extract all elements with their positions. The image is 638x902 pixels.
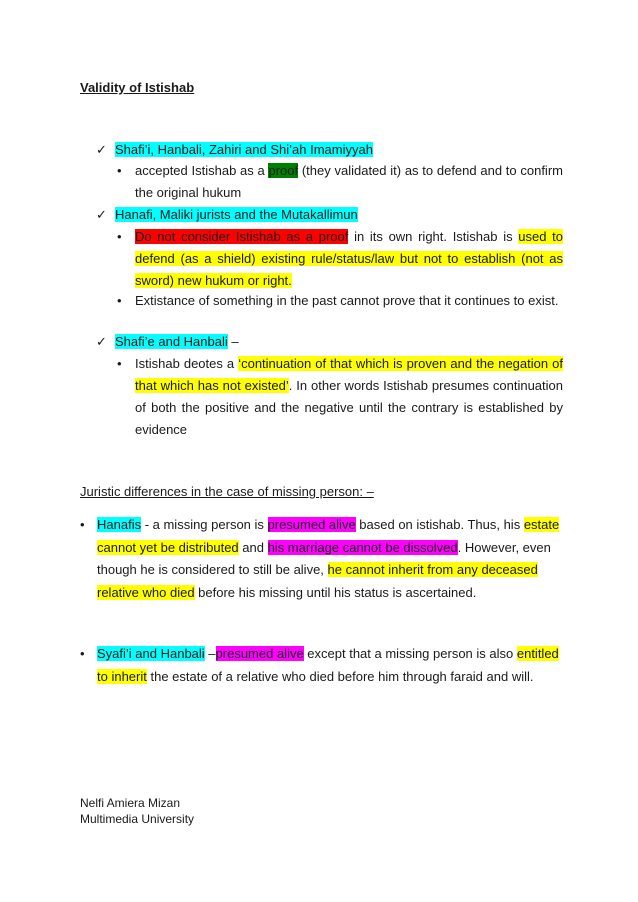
institution-name: Multimedia University <box>80 812 195 826</box>
section-heading-missing-person: Juristic differences in the case of missing person: – <box>80 484 374 499</box>
highlight-cannot-inherit: he cannot inherit from any deceased relative who died <box>97 562 538 600</box>
highlight-entitled: entitled to inherit <box>97 646 559 684</box>
highlight-continuation: ‘continuation of that which is proven and the negation of that which has not existed’ <box>135 356 563 393</box>
sub-item-extistance <box>117 290 563 312</box>
text: Istishab deotes a <box>135 356 239 371</box>
text: except that a missing person is also <box>303 646 517 661</box>
text: - a missing person is <box>141 517 268 532</box>
highlight-proof: proof <box>268 163 299 178</box>
text: before his missing until his status is ascertained. <box>194 584 477 600</box>
highlight-not-proof: Do not consider Istishab as a proof <box>135 229 349 244</box>
author-name: Nelfi Amiera Mizan <box>80 796 181 810</box>
bullet-icon: • <box>117 356 122 371</box>
text: (they validated it) as to defend and to confirm the original hukum <box>135 163 563 200</box>
checkmark-icon: ✓ <box>96 334 107 349</box>
highlight-estate: estate cannot yet be distributed <box>97 517 560 555</box>
heading-shafii: Shafi’i, Hanbali, Zahiri and Shi’ah Imamiyyah <box>115 142 373 157</box>
highlight-hanafis: Hanafis <box>97 517 142 532</box>
paragraph-hanafis <box>80 514 560 604</box>
checkmark-icon: ✓ <box>96 142 107 157</box>
highlight-presumed-alive: presumed alive <box>267 517 356 532</box>
text: . In other words Istishab presumes continuation of both the positive and the negative until the contrary is established by evidence <box>135 378 563 437</box>
text: based on istishab. Thus, his <box>355 517 524 532</box>
text: Extistance of something in the past cannot prove that it continues to exist. <box>135 293 559 308</box>
text: and <box>238 539 268 555</box>
paragraph-syafii <box>80 643 560 688</box>
text: accepted Istishab as a <box>135 163 269 178</box>
text: the estate of a relative who died before him through faraid and will. <box>146 668 534 684</box>
highlight-syafii: Syafi’i and Hanbali <box>97 646 205 661</box>
bullet-icon: • <box>117 293 122 308</box>
sub-item-accepted <box>117 160 563 204</box>
text: – <box>204 646 216 661</box>
highlight-presumed-alive: presumed alive <box>215 646 304 661</box>
bullet-icon: • <box>117 229 122 244</box>
page-title: Validity of Istishab <box>80 80 195 95</box>
sub-item-istishab-deotes <box>117 353 563 441</box>
bullet-icon: • <box>117 163 122 178</box>
footer <box>80 795 194 827</box>
bullet-icon: • <box>80 517 85 532</box>
highlight-shield: used to defend (as a shield) existing rule/status/law but not to establish (not as sword) new hukum or right. <box>135 229 564 288</box>
highlight-marriage: his marriage cannot be dissolved <box>267 539 458 555</box>
text: in its own right. Istishab is <box>348 229 519 244</box>
text: – <box>227 334 239 349</box>
heading-shafie-hanbali: Shafi’e and Hanbali <box>115 334 228 349</box>
checkmark-icon: ✓ <box>96 207 107 222</box>
heading-hanafi: Hanafi, Maliki jurists and the Mutakallimun <box>115 207 358 222</box>
sub-item-not-consider <box>117 226 563 292</box>
bullet-icon: • <box>80 646 85 661</box>
text: . However, even though he is considered to still be alive, <box>97 539 551 577</box>
